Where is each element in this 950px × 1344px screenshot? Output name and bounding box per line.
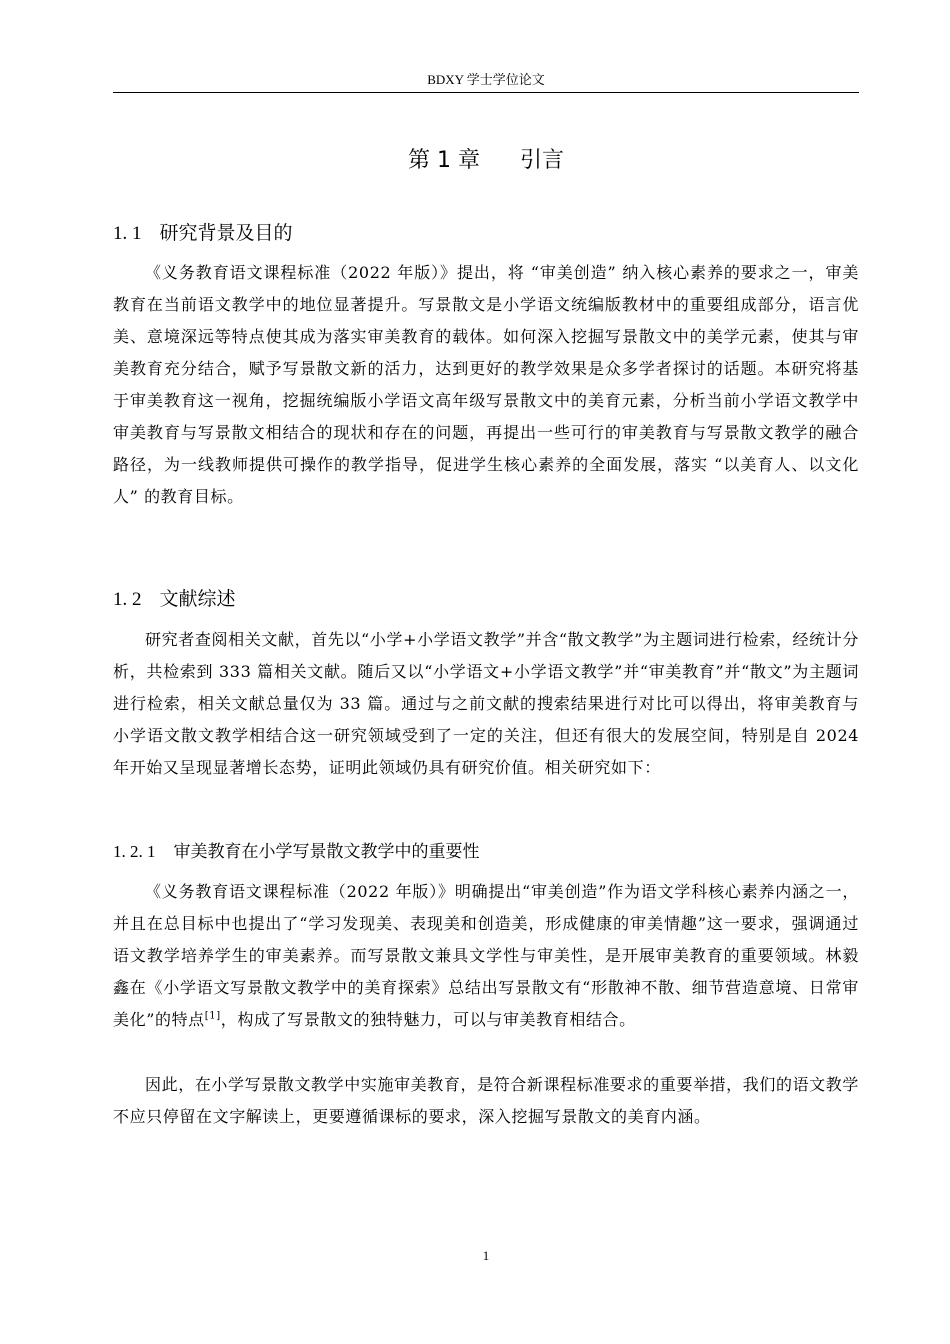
page-number: 1 xyxy=(482,1248,490,1263)
paragraph-1-1: 《义务教育语文课程标准（2022 年版）》提出，将 “审美创造” 纳入核心素养的要求之一，审美教育在当前语文教学中的地位显著提升。写景散文是小学语文统编版教材中的重要组成部分，语言优美、意境深远等特点使其成为落实审美教育的载体。如何深入挖掘写景散文中的美学元素，使其与审美教育充分结合，赋予写景散文新的活力，达到更好的教学效果是众多学者探讨的话题。本研究将基于审美教育这一视角，挖掘统编版小学语文高年级写景散文中的美育元素，分析当前小学语文教学中审美教育与写景散文相结合的现状和存在的问题，再提出一些可行的审美教育与写景散文教学的融合路径，为一线教师提供可操作的教学指导，促进学生核心素养的全面发展，落实 “以美育人、以文化人” 的教育目标。 xyxy=(113,263,859,506)
chapter-title xyxy=(113,144,859,178)
section-number: 1. 1 xyxy=(113,223,142,244)
section-title: 文献综述 xyxy=(159,588,236,610)
paragraph-text: 《义务教育语文课程标准（2022 年版）》明确提出“审美创造”作为语文学科核心素养内涵之一，并且在总目标中也提出了“学习发现美、表现美和创造美，形成健康的审美情趣”这一要求，强调通过语文教学培养学生的审美素养。而写景散文兼具文学性与审美性，是开展审美教育的重要领域。林毅鑫在《小学语文写景散文教学中的美育探索》总结出写景散文有“形散神不散、细节营造意境、日常审美化”的特点 xyxy=(113,882,859,1029)
section-heading-1-2-1 xyxy=(113,839,859,865)
section-heading-1-2 xyxy=(113,585,859,614)
paragraph-1-2: 研究者查阅相关文献，首先以“小学+小学语文教学”并含“散文教学”为主题词进行检索，经统计分析，共检索到 333 篇相关文献。随后又以“小学语文+小学语文教学”并“审美教育”并“散文”为主题词进行检索，相关文献总量仅为 33 篇。通过与之前文献的搜索结果进行对比可以得出，将审美教育与小学语文散文教学相结合这一研究领域受到了一定的关注，但还有很大的发展空间，特别是自 2024 年开始又呈现显著增长态势，证明此领域仍具有研究价值。相关研究如下： xyxy=(113,630,859,777)
paragraph-text: ，构成了写景散文的独特魅力，可以与审美教育相结合。 xyxy=(220,1010,636,1029)
citation-marker: [1] xyxy=(204,1010,221,1022)
paragraph-1-2-1-a xyxy=(113,876,859,1036)
section-number: 1. 2 xyxy=(113,589,142,610)
paragraph-1-2-1-b: 因此，在小学写景散文教学中实施审美教育，是符合新课程标准要求的重要举措，我们的语文教学不应只停留在文字解读上，更要遵循课标的要求，深入挖掘写景散文的美育内涵。 xyxy=(113,1075,859,1126)
section-number: 1. 2. 1 xyxy=(113,842,156,861)
header-rule xyxy=(113,92,859,93)
section-title: 审美教育在小学写景散文教学中的重要性 xyxy=(173,842,480,862)
chapter-name: 引言 xyxy=(519,148,564,173)
chapter-number: 第 1 章 xyxy=(408,148,480,173)
section-title: 研究背景及目的 xyxy=(159,222,293,244)
section-heading-1-1 xyxy=(113,219,859,248)
running-header: BDXY 学士学位论文 xyxy=(427,72,545,87)
